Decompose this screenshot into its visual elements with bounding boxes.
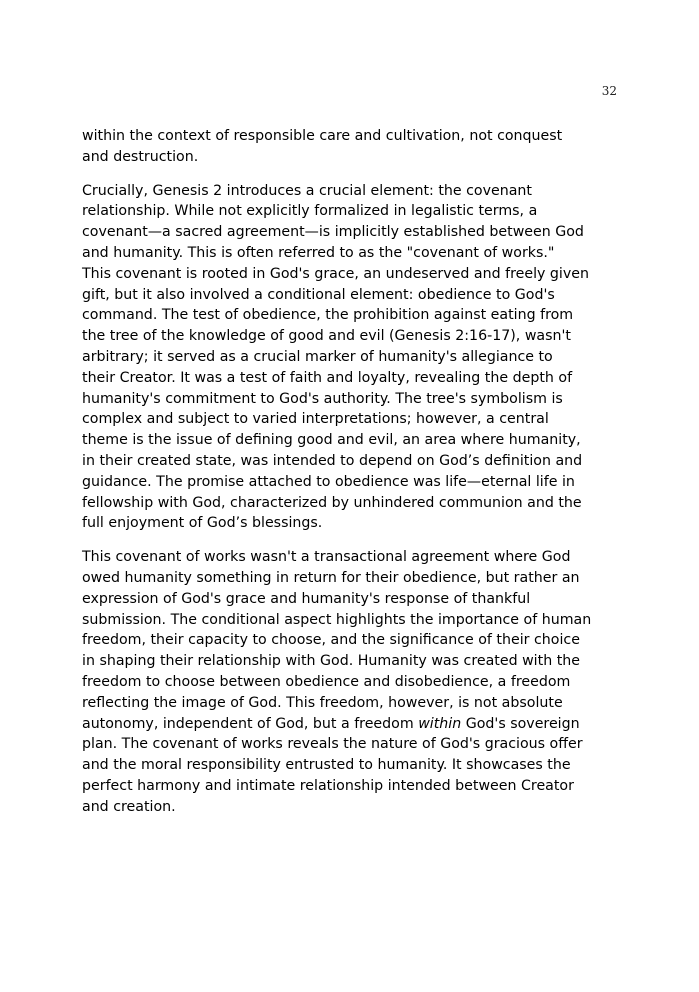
text-line: freedom to choose between obedience and disobedience, a freedom xyxy=(82,673,571,690)
text-line: full enjoyment of God’s blessings. xyxy=(82,515,323,532)
text-line: fellowship with God, characterized by unhindered communion and the xyxy=(82,494,582,511)
text-line: guidance. The promise attached to obedience was life—eternal life in xyxy=(82,473,575,490)
paragraph-1 xyxy=(82,126,620,168)
text-line: reflecting the image of God. This freedom, however, is not absolute xyxy=(82,694,563,711)
text-segment: God's sovereign xyxy=(461,715,580,732)
text-line: perfect harmony and intimate relationship intended between Creator xyxy=(82,777,574,794)
text-line: owed humanity something in return for their obedience, but rather an xyxy=(82,569,580,586)
text-line: humanity's commitment to God's authority. The tree's symbolism is xyxy=(82,390,563,407)
text-line: command. The test of obedience, the prohibition against eating from xyxy=(82,307,574,324)
text-line-with-italic xyxy=(82,714,620,735)
text-line: theme is the issue of defining good and evil, an area where humanity, xyxy=(82,432,581,449)
text-line: and destruction. xyxy=(82,148,199,165)
italic-emphasis: within xyxy=(418,715,462,732)
text-line: This covenant of works wasn't a transactional agreement where God xyxy=(82,549,571,566)
text-line: This covenant is rooted in God's grace, an undeserved and freely given xyxy=(82,265,589,282)
body-text xyxy=(82,126,620,831)
text-line: gift, but it also involved a conditional element: obedience to God's xyxy=(82,286,555,303)
text-line: expression of God's grace and humanity's response of thankful xyxy=(82,590,531,607)
text-line: Crucially, Genesis 2 introduces a crucial element: the covenant xyxy=(82,182,532,199)
text-line: their Creator. It was a test of faith and loyalty, revealing the depth of xyxy=(82,369,573,386)
text-line: in shaping their relationship with God. Humanity was created with the xyxy=(82,653,580,670)
paragraph-3 xyxy=(82,547,620,817)
text-line: complex and subject to varied interpretations; however, a central xyxy=(82,411,549,428)
text-line: relationship. While not explicitly formalized in legalistic terms, a xyxy=(82,203,538,220)
page-number: 32 xyxy=(601,84,617,98)
text-line: within the context of responsible care and cultivation, not conquest xyxy=(82,128,563,144)
text-line: and the moral responsibility entrusted to humanity. It showcases the xyxy=(82,757,571,774)
text-line: submission. The conditional aspect highlights the importance of human xyxy=(82,611,592,628)
text-line: and humanity. This is often referred to as the "covenant of works." xyxy=(82,244,555,261)
text-line: in their created state, was intended to depend on God’s definition and xyxy=(82,452,583,469)
text-line: covenant—a sacred agreement—is implicitly established between God xyxy=(82,224,584,241)
paragraph-2 xyxy=(82,181,620,535)
text-line: arbitrary; it served as a crucial marker of humanity's allegiance to xyxy=(82,348,553,365)
text-line: plan. The covenant of works reveals the nature of God's gracious offer xyxy=(82,736,583,753)
text-line: the tree of the knowledge of good and evil (Genesis 2:16-17), wasn't xyxy=(82,328,571,345)
text-segment: autonomy, independent of God, but a freedom xyxy=(82,715,419,732)
text-line: freedom, their capacity to choose, and the significance of their choice xyxy=(82,632,580,649)
text-line: and creation. xyxy=(82,798,176,815)
